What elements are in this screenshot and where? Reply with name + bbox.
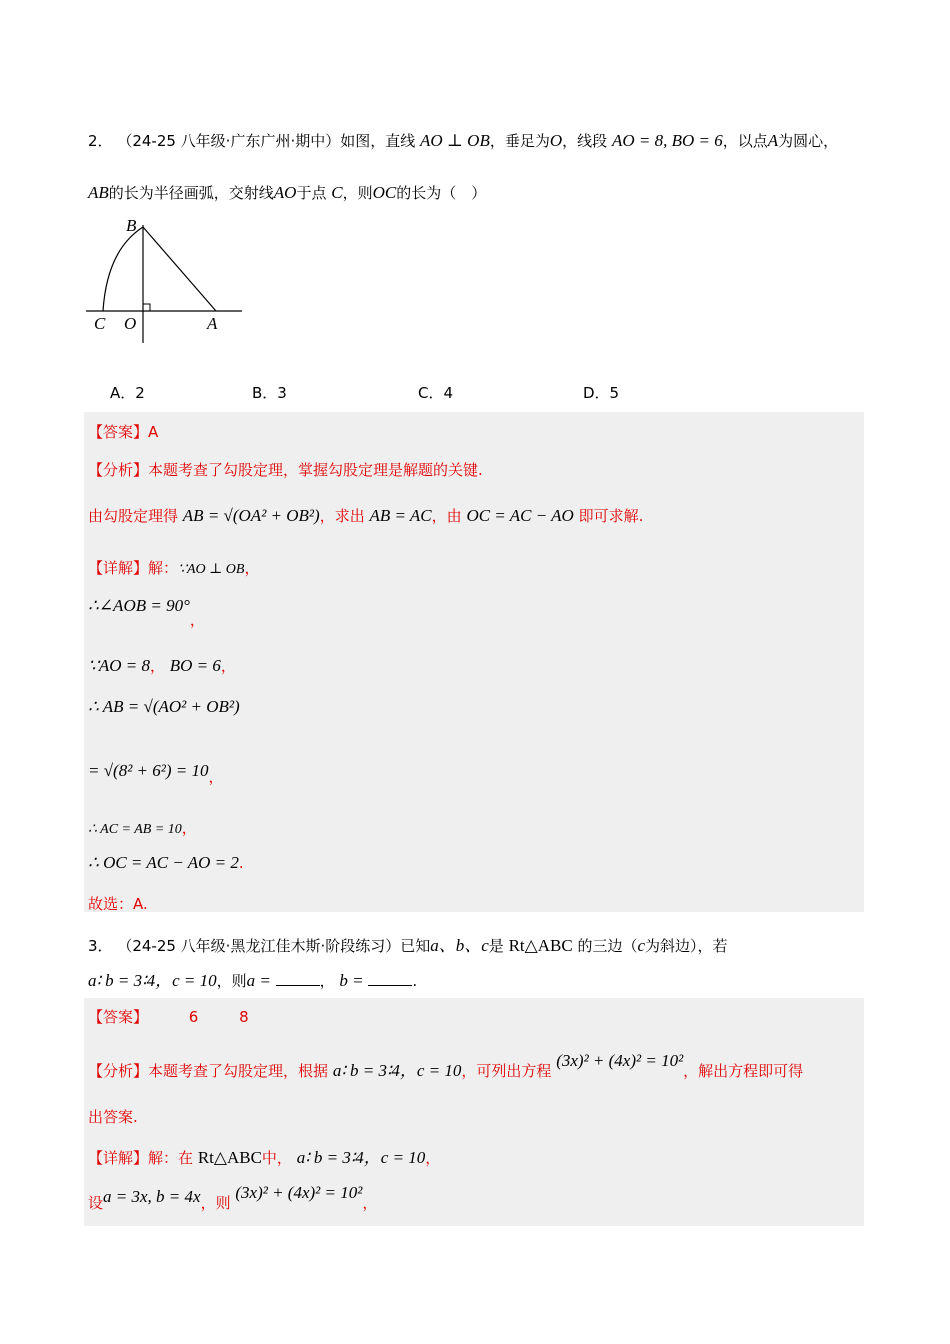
q2-var: AB bbox=[88, 183, 109, 202]
q2-expr-len: AO = 8, BO = 6 bbox=[611, 131, 723, 150]
analysis-text: 本题考查了勾股定理，根据 bbox=[148, 1062, 329, 1080]
q3-analysis-line-2 bbox=[88, 1106, 138, 1127]
detail-label: 【详解】 bbox=[88, 1149, 149, 1167]
q2-text: ，线段 bbox=[562, 132, 608, 150]
step-3a: ∵AO = 8 bbox=[88, 656, 150, 675]
q2-var: C bbox=[331, 183, 343, 202]
q3-text: ，则 bbox=[216, 972, 247, 990]
q2-step-2: ∴∠AOB = 90°， bbox=[88, 596, 205, 629]
q3-var: c bbox=[637, 936, 646, 955]
detail-label: 【详解】 bbox=[88, 559, 149, 577]
q2-option-d: D．5 bbox=[583, 384, 620, 402]
q2-line-2 bbox=[88, 182, 486, 203]
q2-figure bbox=[82, 210, 252, 350]
q3-line-2: a∶ b = 3∶4，c = 10，则a = ， b = . bbox=[88, 971, 418, 990]
q2-step-5: = √(8² + 6²) = 10， bbox=[88, 761, 224, 786]
answer-label: 【答案】 bbox=[88, 423, 149, 441]
q3-source: （24-25 八年级·黑龙江佳木斯·阶段练习） bbox=[117, 937, 401, 955]
q2-source: （24-25 八年级·广东广州·期中） bbox=[117, 132, 341, 150]
q3-text: 已知 bbox=[400, 937, 431, 955]
q3-text: 为斜边），若 bbox=[645, 937, 728, 955]
q3-a-eq: a = bbox=[246, 971, 271, 990]
q2-conclusion bbox=[88, 893, 148, 914]
figure-label-o: O bbox=[124, 314, 137, 333]
q2-analysis-line bbox=[88, 459, 483, 480]
step-4: ∴ AB = √(AO² + OB²) bbox=[88, 697, 240, 716]
analysis-text: ，解出方程即可得 bbox=[683, 1062, 804, 1080]
answer-label: 【答案】 bbox=[88, 1008, 149, 1026]
q2-var: OC bbox=[372, 183, 397, 202]
detail-text: 解：在 bbox=[148, 1149, 194, 1167]
q2-line-1 bbox=[88, 130, 838, 151]
method-expr-2: AB = AC bbox=[369, 506, 432, 525]
q2-option-b: B．3 bbox=[252, 384, 287, 402]
figure-right-angle-mark bbox=[143, 304, 150, 311]
set-equation: (3x)² + (4x)² = 10² bbox=[235, 1183, 363, 1202]
detail-text: 设 bbox=[88, 1194, 104, 1212]
method-text: ，由 bbox=[431, 507, 462, 525]
q3-vars: a、b、c bbox=[430, 936, 489, 955]
detail-ratio: a∶ b = 3∶4，c = 10 bbox=[296, 1148, 426, 1167]
q3-number: 3． bbox=[88, 937, 113, 955]
figure-segment-ab bbox=[143, 227, 216, 311]
q2-expr-perp: AO ⊥ OB bbox=[420, 131, 490, 150]
analysis-ratio: a∶ b = 3∶4，c = 10 bbox=[332, 1061, 462, 1080]
q2-step-3: ∵AO = 8， BO = 6， bbox=[88, 656, 236, 675]
method-expr-3: OC = AC − AO bbox=[466, 506, 574, 525]
q3-blank-a[interactable] bbox=[276, 971, 320, 986]
q3-triangle: Rt△ABC bbox=[508, 936, 573, 955]
figure-arc bbox=[103, 227, 143, 311]
q3-ratio: a∶ b = 3∶4，c = 10 bbox=[88, 971, 217, 990]
analysis-text: ，可列出方程 bbox=[461, 1062, 552, 1080]
q2-option-a: A．2 bbox=[110, 384, 145, 402]
q2-number: 2． bbox=[88, 132, 113, 150]
q2-var: O bbox=[549, 131, 563, 150]
q2-option-c: C．4 bbox=[418, 384, 454, 402]
detail-text: 解： bbox=[148, 559, 179, 577]
q3-text: 的三边（ bbox=[577, 937, 638, 955]
figure-label-b: B bbox=[126, 216, 137, 235]
analysis-text: 出答案. bbox=[88, 1108, 138, 1126]
q2-detail-line: 【详解】解：∵AO ⊥ OB， bbox=[88, 559, 260, 577]
q2-var: AO bbox=[273, 183, 297, 202]
q2-text: 为圆心， bbox=[778, 132, 839, 150]
q2-text: 于点 bbox=[296, 184, 327, 202]
detail-text: 中， bbox=[261, 1149, 292, 1167]
method-text: ，求出 bbox=[319, 507, 365, 525]
q2-method-line bbox=[88, 505, 643, 526]
conclusion-text: 故选：A. bbox=[88, 895, 148, 913]
detail-triangle: Rt△ABC bbox=[197, 1148, 262, 1167]
step-7: ∴ OC = AC − AO = 2 bbox=[88, 853, 239, 872]
q3-text: 是 bbox=[488, 937, 504, 955]
step-6: ∴ AC = AB = 10 bbox=[88, 822, 182, 837]
q3-b-eq: b = bbox=[339, 971, 364, 990]
analysis-label: 【分析】 bbox=[88, 1062, 149, 1080]
answer-value: A bbox=[148, 423, 159, 441]
q2-var: A bbox=[767, 131, 779, 150]
q2-text: ，垂足为 bbox=[489, 132, 550, 150]
step-3b: BO = 6 bbox=[169, 656, 221, 675]
detail-text: ，则 bbox=[200, 1194, 231, 1212]
step-2: ∴∠AOB = 90° bbox=[88, 596, 190, 615]
figure-label-a: A bbox=[207, 314, 218, 333]
figure-label-c: C bbox=[94, 314, 106, 333]
analysis-label: 【分析】 bbox=[88, 461, 149, 479]
answer-2: 8 bbox=[239, 1008, 249, 1026]
q2-text: ，则 bbox=[342, 184, 373, 202]
step-5: = √(8² + 6²) = 10 bbox=[88, 761, 209, 780]
q2-answer-line bbox=[88, 421, 158, 442]
q2-step-7: ∴ OC = AC − AO = 2. bbox=[88, 853, 244, 872]
analysis-text: 本题考查了勾股定理，掌握勾股定理是解题的关键. bbox=[148, 461, 483, 479]
q3-set-line: 设a = 3x, b = 4x，则 (3x)² + (4x)² = 10²， bbox=[88, 1183, 378, 1212]
q2-text: 的长为半径画弧，交射线 bbox=[108, 184, 274, 202]
q3-answer-line bbox=[88, 1006, 249, 1027]
set-expression: a = 3x, b = 4x bbox=[103, 1187, 201, 1206]
q3-analysis-line bbox=[88, 1051, 804, 1081]
answer-1: 6 bbox=[188, 1008, 199, 1026]
method-text: 由勾股定理得 bbox=[88, 507, 179, 525]
q3-blank-b[interactable] bbox=[368, 971, 412, 986]
q3-line-1 bbox=[88, 931, 728, 956]
method-expr-1: AB = √(OA² + OB²) bbox=[182, 506, 320, 525]
q2-text: 的长为（ ） bbox=[396, 184, 487, 202]
analysis-equation: (3x)² + (4x)² = 10² bbox=[556, 1051, 684, 1070]
method-text: 即可求解. bbox=[578, 507, 644, 525]
q2-text: 如图，直线 bbox=[340, 132, 416, 150]
q2-step-6: ∴ AC = AB = 10， bbox=[88, 819, 197, 837]
step-1: ∵AO ⊥ OB bbox=[178, 562, 245, 577]
q3-detail-line: 【详解】解：在 Rt△ABC中， a∶ b = 3∶4，c = 10， bbox=[88, 1148, 441, 1167]
q2-step-4 bbox=[88, 697, 240, 717]
q3-text: . bbox=[412, 972, 418, 990]
q2-text: ，以点 bbox=[722, 132, 768, 150]
